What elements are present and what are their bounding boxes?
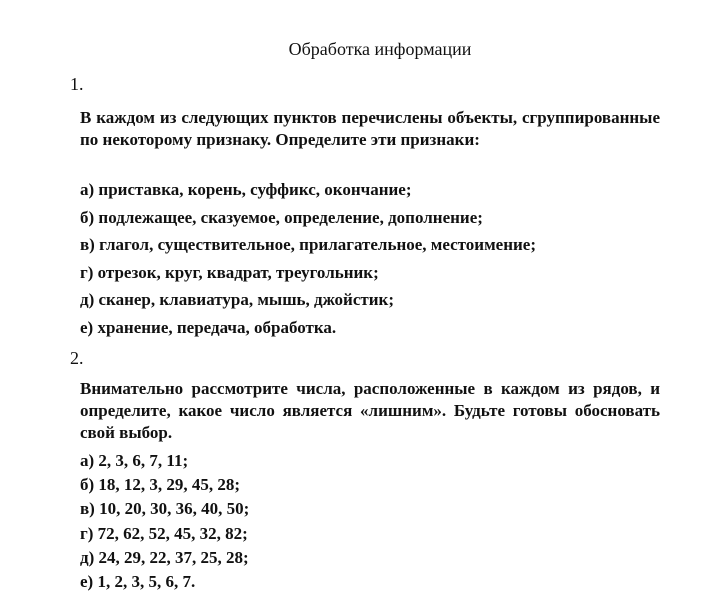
list-item: д) сканер, клавиатура, мышь, джойстик; (80, 290, 394, 309)
task-1-list (80, 176, 536, 341)
list-item: а) приставка, корень, суффикс, окончание; (80, 180, 412, 199)
task-1-number: 1. (70, 74, 84, 94)
list-item: г) 72, 62, 52, 45, 32, 82; (80, 523, 248, 543)
page-title: Обработка информации (288, 39, 472, 59)
list-item: е) 1, 2, 3, 5, 6, 7. (80, 571, 196, 591)
list-item: в) глагол, существительное, прилагательное, местоимение; (80, 235, 537, 254)
list-item: в) 10, 20, 30, 36, 40, 50; (80, 499, 250, 519)
task-1-intro: В каждом из следующих пунктов перечислены объекты, сгруппированные по некоторому признаку. Определите эти признаки: (80, 108, 660, 149)
list-item: е) хранение, передача, обработка. (80, 317, 337, 337)
list-item: г) отрезок, круг, квадрат, треугольник; (80, 262, 379, 282)
list-item: б) подлежащее, сказуемое, определение, дополнение; (80, 207, 483, 227)
list-item: д) 24, 29, 22, 37, 25, 28; (80, 547, 249, 567)
task-2-list (80, 449, 249, 594)
task-2-intro: Внимательно рассмотрите числа, расположенные в каждом из рядов, и определите, какое число является «лишним». Будьте готовы обосновать свой выбор. (80, 379, 660, 442)
list-item: б) 18, 12, 3, 29, 45, 28; (80, 475, 241, 495)
list-item: а) 2, 3, 6, 7, 11; (80, 451, 189, 470)
task-2-number: 2. (70, 348, 84, 368)
